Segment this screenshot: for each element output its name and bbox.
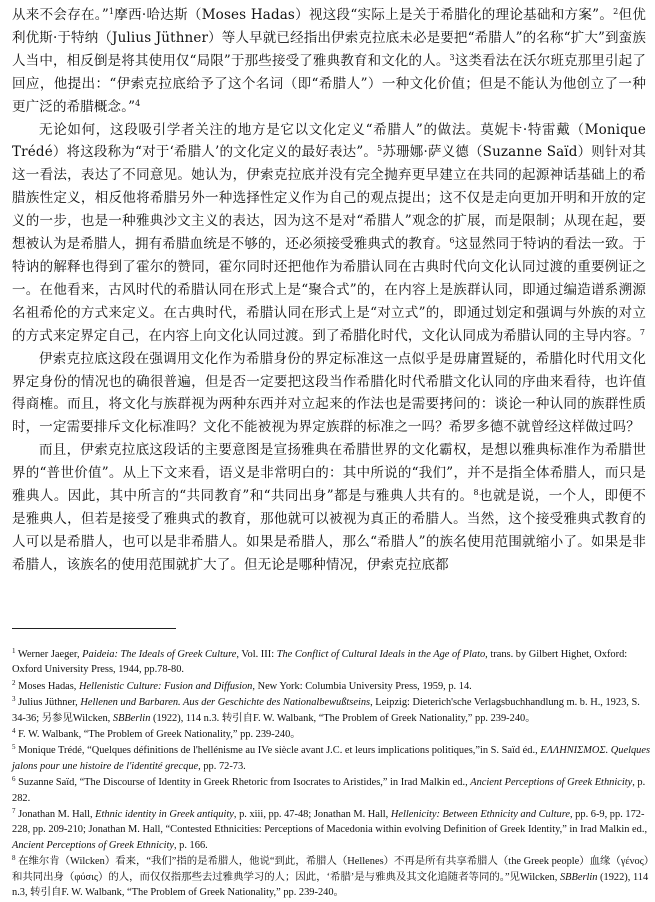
footnote-marker: 1 [108,7,115,16]
body-paragraph [12,348,646,440]
text-run: 苏珊娜·萨义德（Suzanne Saïd）则针对其这一看法，表达了不同意见。她认为，伊索克拉底并没有完全抛弃更早建立在共同的起源神话基础上的希腊族性定义，相反他将希腊另外一种选择性定义作为自己的观点提出；这不仅是走向更加开明和开放的定义的一步，也是一种雅典沙文主义的表达，因为这不是对“希腊人”观念的扩展，而是限制；从现在起，要想被认为是希腊人，拥有希腊血统是不够的，还必须接受雅典式的教育。 [12,144,646,253]
footnote-marker: 8 [473,488,479,498]
text-run: (1922), 114 n.3. 转引自F. W. Walbank, “The Problem of Greek Nationality,” pp. 239-240。 [150,712,536,724]
footnote [12,775,652,806]
text-run: , pp. 6-9, pp. 172-228, pp. 209-210; Jonathan M. Hall, “Contested Ethnicities: Perceptions of Macedonia within evolving Definition of Greek Identity,” in Irad Malkin ed., [12,809,648,836]
text-run: , Leipzig: Dieterich'sche Verlagsbuchhandlung m. b. H., 1923, S. 34-36; 另参见Wilcken, [12,697,640,724]
text-run: Suzanne Saïd, “The Discourse of Identity in Greek Rhetoric from Isocrates to Aristides,” in Irad Malkin ed., [18,777,471,789]
footnote [12,727,652,742]
text-run: Moses Hadas, [18,680,80,692]
footnote [12,854,652,900]
footnote-number: 3 [12,695,16,704]
body-paragraph [12,4,646,119]
footnote-marker: 5 [377,144,383,154]
footnote [12,695,652,726]
footnote-number: 6 [12,775,16,784]
text-run: 这类看法在沃尔班克那里引起了回应，他提出：“伊索克拉底给予了这个名词（即“希腊人”）一种文化价值；但是不能认为他创立了一种更广泛的希腊概念。” [12,52,646,115]
body-text [12,4,646,577]
text-run: 摩西·哈达斯（Moses Hadas）视这段“实际上是关于希腊化的理论基础和方案”。 [114,7,614,23]
text-run: Monique Trédé, “Quelques définitions de l'hellénisme au IVe siècle avant J.C. et leurs implications politiques,”in S. Saïd éd., [18,745,541,757]
footnote [12,647,652,678]
footnote-number: 4 [12,727,16,736]
italic-title: Ancient Perceptions of Greek Ethnicity [12,839,174,851]
footnote-marker: 4 [135,98,141,108]
footnote-number: 5 [12,743,16,752]
footnotes [12,647,652,902]
italic-title: Hellenen und Barbaren. Aus der Geschichte des Nationalbewußtseins [80,697,371,709]
italic-title: Paideia: The Ideals of Greek Culture [82,649,237,660]
text-run: , Vol. III: [236,649,277,660]
italic-title: SBBerlin [112,712,151,724]
text-run: 从来不会存在。” [12,7,109,23]
italic-title: Ethnic identity in Greek antiquity [95,809,234,821]
footnote [12,743,652,774]
footnote-number: 7 [12,807,16,816]
text-run: F. W. Walbank, “The Problem of Greek Nationality,” pp. 239-240。 [18,729,301,741]
text-run: 伊索克拉底这段在强调用文化作为希腊身份的界定标准这一点似乎是毋庸置疑的，希腊化时代用文化界定身份的情况也的确很普遍，但是否一定要把这段当作希腊化时代希腊文化认同的序曲来看待，也许值得商榷。而且，将文化与族群视为两种东西并对立起来的作法也是需要拷问的：谈论一种认同的族群性质时，一定需要排斥文化标准吗？文化不能被视为界定族群的标准之一吗？希罗多德不就曾经这样做过吗？ [12,350,646,436]
text-run: , p. 166. [173,839,208,851]
footnote-separator [12,628,176,629]
text-run: , pp. 72-73. [198,760,246,772]
footnote-number: 8 [12,854,16,863]
footnote-marker: 3 [449,52,455,62]
text-run: 但优利优斯·于特纳（Julius Jüthner）等人早就已经指出伊索克拉底未必是要把“希腊人”的名称“扩大”到蛮族人当中，相反倒是将其使用仅“局限”于那些接受了雅典教育和文化的人。 [12,7,647,69]
text-run: 这显然同于特讷的看法一致。于特讷的解释也得到了霍尔的赞同，霍尔同时还把他作为希腊认同在古典时代向文化认同过渡的重要例证之一。在他看来，古风时代的希腊认同在形式上是“聚合式”的，在内容上是族群认同，即通过编造谱系溯源名祖希伦的方式来定义。在古典时代，希腊认同在形式上是“对立式”的，即通过划定和强调与外族的对立的方式来定界定自己，在内容上向文化认同过渡。到了希腊化时代，文化认同成为希腊认同的主导内容。 [12,236,646,344]
text-run: , New York: Columbia University Press, 1959, p. 14. [252,680,472,692]
text-run: , trans. by Gilbert Highet, Oxford: Oxford University Press, 1944, pp.78-80. [12,649,628,676]
italic-title: SBBerlin [559,871,598,883]
text-run: 而且，伊索克拉底这段话的主要意图是宣扬雅典在希腊世界的文化霸权，是想以雅典标准作为希腊世界的“普世价值”。从上下文来看，语义是非常明白的：其中所说的“我们”，并不是指全体希腊人，而只是雅典人。因此，其中所言的“共同教育”和“共同出身”都是与雅典人共有的。 [12,442,646,505]
footnote [12,679,652,694]
text-run: 无论如何，这段吸引学者关注的地方是它以文化定义“希腊人”的做法。莫妮卡·特雷戴（Monique Trédé）将这段称为“对于‘希腊人’的文化定义的最好表达”。 [12,121,646,161]
text-run: 在维尔肯（Wilcken）看来，“我们”指的是希腊人，他说“到此，希腊人（Hellenes）不再是所有共享希腊人（the Greek people）血缘（γένος）和共同出身（φύσις）的人，而仅仅指那些去过雅典学习的人；因此，‘希腊’是与雅典及其文化追随者等同的。”见Wilcken, [12,856,649,883]
text-run: , p. xiii, pp. 47-48; Jonathan M. Hall, [233,809,391,821]
text-run: Werner Jaeger, [17,649,83,660]
italic-title: Hellenicity: Between Ethnicity and Culture [390,809,570,821]
footnote [12,807,652,853]
italic-title: ΕΛΛΗΝΙΣΜΟΣ. Quelques jalons pour une histoire de l'identité grecque [12,745,651,772]
footnote-marker: 7 [639,327,646,337]
italic-title: Ancient Perceptions of Greek Ethnicity [470,777,633,789]
text-run: (1922), 114 n.3, 转引自F. W. Walbank, “The Problem of Greek Nationality,” pp. 239-240。 [12,871,649,899]
footnote-marker: 2 [613,7,619,16]
body-paragraph [12,119,646,348]
text-run: 也就是说，一个人，即便不是雅典人，但若是接受了雅典式的教育，那他就可以被视为真正的希腊人。当然，这个接受雅典式教育的人可以是希腊人，也可以是非希腊人。如果是希腊人，那么“希腊人”的族名使用范围就缩小了。如果是非希腊人，该族名的使用范围就扩大了。但无论是哪种情况，伊索克拉底都 [12,488,646,573]
footnote-number: 1 [12,647,16,655]
italic-title: Hellenistic Culture: Fusion and Diffusion [79,680,253,692]
italic-title: The Conflict of Cultural Ideals in the Age of Plato [276,649,486,660]
text-run: Jonathan M. Hall, [18,809,96,821]
footnote-marker: 6 [449,236,455,246]
text-run: , p. 282. [12,777,646,804]
footnote-number: 2 [12,678,16,687]
text-run: Julius Jüthner, [18,697,81,709]
body-paragraph [12,439,646,576]
